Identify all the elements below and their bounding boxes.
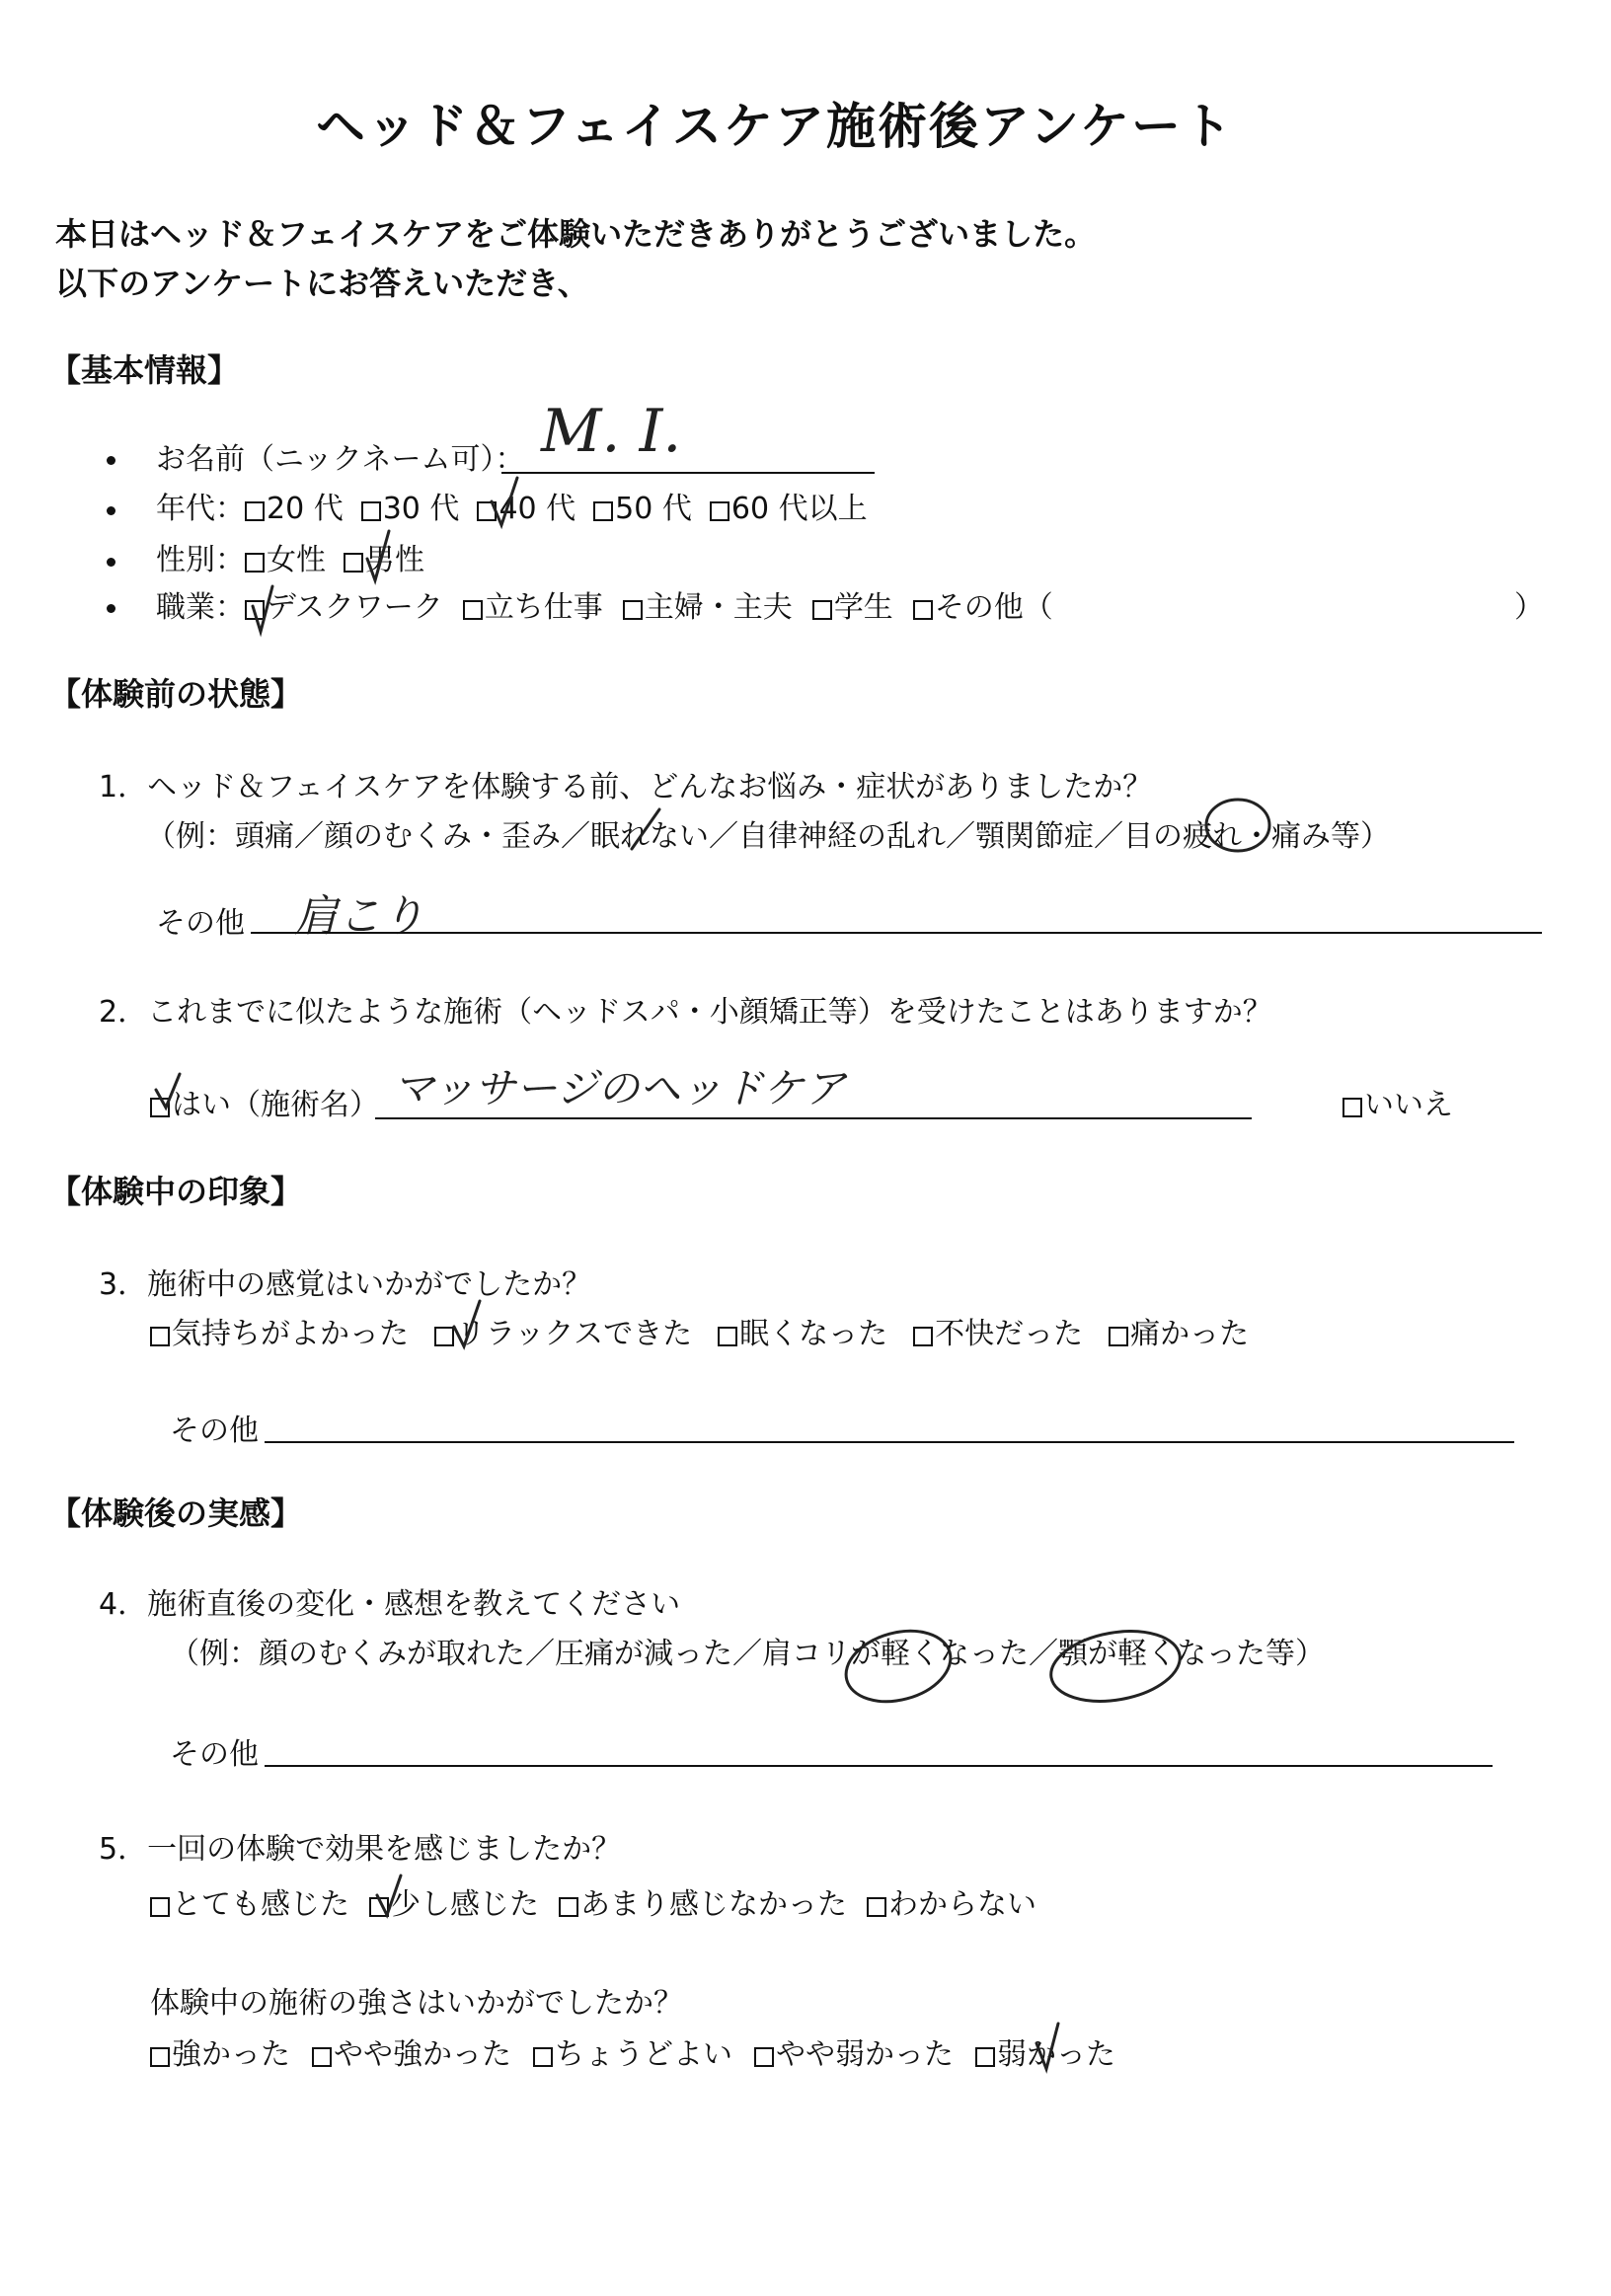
q2-yes-value[interactable]: マッサージのヘッドケア [393, 1064, 846, 1112]
check-icon [1036, 2024, 1058, 2069]
circle-mark [1206, 800, 1269, 851]
q3-option-label: リラックスできた [456, 1317, 693, 1351]
job-option-label: 立ち仕事 [484, 590, 603, 625]
q5-sub-option-label: ちょうどよい [555, 2037, 732, 2072]
intro-line-2: 以下のアンケートにお答えいただき、 [55, 265, 589, 302]
q1-question: 1．ヘッド＆フェイスケアを体験する前、どんなお悩み・症状がありましたか？ [99, 770, 1153, 804]
section-basic-heading: 【基本情報】 [49, 351, 240, 389]
q3-option-label: 不快だった [935, 1317, 1084, 1351]
q2-yes-label: はい（施術名） [172, 1088, 379, 1122]
q5-option-label: わからない [888, 1887, 1036, 1922]
q1-other-value[interactable]: 肩こり [294, 891, 424, 942]
check-icon [253, 586, 272, 632]
gender-option-label: 女性 [267, 543, 326, 577]
q2-question: 2．これまでに似たような施術（ヘッドスパ・小顔矯正等）を受けたことはありますか？ [99, 995, 1272, 1030]
q4-question: 4．施術直後の変化・感想を教えてください [99, 1587, 681, 1622]
check-icon [454, 1301, 480, 1346]
name-label: お名前（ニックネーム可）： [156, 442, 525, 477]
job-label: 職業： [156, 590, 245, 625]
q2-no-label: いいえ [1364, 1088, 1453, 1122]
section-during-heading: 【体験中の印象】 [49, 1173, 303, 1210]
age-label: 年代： [156, 492, 245, 526]
job-option-label: デスクワーク [267, 590, 443, 625]
check-icon [492, 478, 517, 525]
intro-line-1: 本日はヘッド＆フェイスケアをご体験いただきありがとうございました。 [55, 215, 1097, 253]
job-option-label: 学生 [833, 590, 893, 625]
q1-other-label: その他 [156, 906, 245, 941]
q5-sub-option-label: 弱かった [997, 2037, 1115, 2072]
job-other-close: ） [1514, 590, 1544, 625]
q3-option-label: 痛かった [1130, 1317, 1250, 1351]
q5-sub-option-label: 強かった [172, 2037, 290, 2072]
survey-title: ヘッド＆フェイスケア施術後アンケート [316, 98, 1234, 155]
gender-label: 性別： [156, 543, 245, 577]
q5-option-label: 少し感じた [391, 1887, 539, 1922]
q4-examples: （例：顔のむくみが取れた／圧痛が減った／肩コリが軽くなった／顎が軽くなった等） [170, 1637, 1325, 1671]
check-icon [367, 531, 389, 580]
gender-option-label: 男性 [365, 543, 424, 577]
q1-examples: （例：頭痛／顔のむくみ・歪み／眠れない／自律神経の乱れ／顎関節症／目の疲れ・痛み等） [146, 819, 1390, 854]
circle-mark [1045, 1622, 1186, 1711]
q3-question: 3．施術中の感覚はいかがでしたか？ [99, 1267, 592, 1302]
section-after-heading: 【体験後の実感】 [49, 1494, 303, 1532]
q5-sub-option-label: やや弱かった [776, 2037, 954, 2072]
job-option-label: その他（ [934, 590, 1053, 625]
age-option-label: 30 代 [382, 492, 460, 526]
q5-sub-option-label: やや強かった [334, 2037, 511, 2072]
strike-mark [632, 809, 659, 849]
q5-option-label: あまり感じなかった [580, 1887, 847, 1922]
name-value[interactable]: M. I. [541, 397, 682, 466]
q5-question: 5．一回の体験で効果を感じましたか？ [99, 1832, 622, 1867]
section-before-heading: 【体験前の状態】 [49, 675, 303, 713]
age-option-label: 50 代 [615, 492, 692, 526]
q3-option-label: 気持ちがよかった [172, 1317, 409, 1351]
check-icon [377, 1875, 401, 1915]
age-option-label: 40 代 [499, 492, 576, 526]
q5-sub-question: 体験中の施術の強さはいかがでしたか？ [150, 1986, 683, 2021]
age-option-label: 60 代以上 [730, 492, 868, 526]
job-option-label: 主婦・主夫 [644, 590, 793, 625]
age-option-label: 20 代 [267, 492, 344, 526]
q3-option-label: 眠くなった [739, 1317, 888, 1351]
q5-option-label: とても感じた [172, 1887, 349, 1922]
check-icon [156, 1074, 180, 1108]
q3-other-label: その他 [170, 1414, 259, 1448]
q4-other-label: その他 [170, 1737, 259, 1772]
circle-mark [838, 1620, 959, 1713]
